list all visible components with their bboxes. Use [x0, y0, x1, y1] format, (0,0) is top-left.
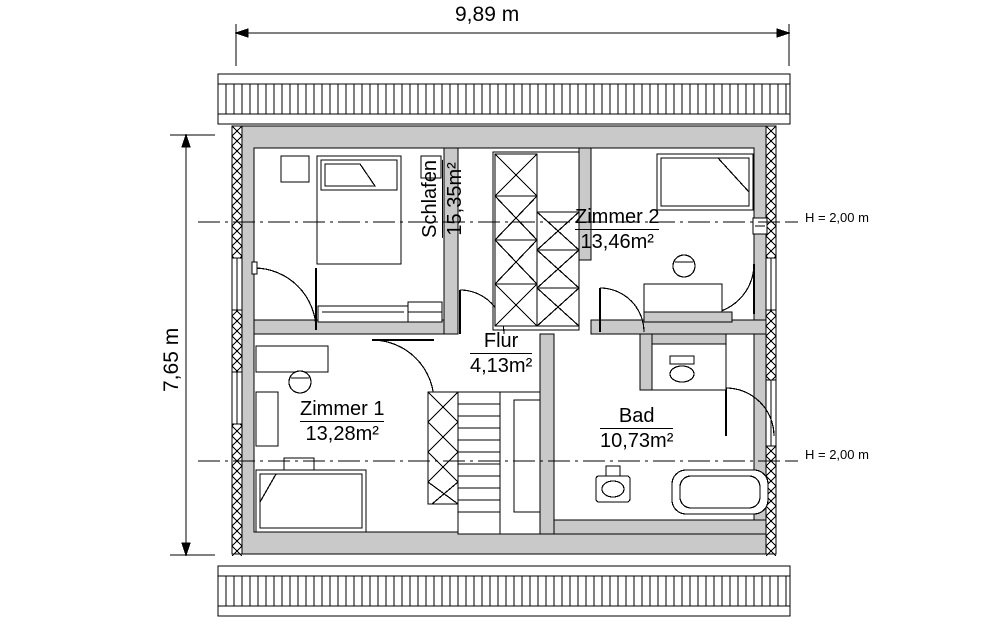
- wall-insulation-left: [232, 126, 242, 556]
- room-label-flur: [470, 330, 532, 378]
- room-label-zimmer1: [300, 398, 384, 446]
- room-area-bad: 10,73m²: [600, 430, 674, 452]
- room-name-zimmer1: Zimmer 1: [300, 398, 385, 420]
- room-name-bad: Bad: [618, 405, 655, 427]
- dimension-height-label: 7,65 m: [160, 327, 183, 392]
- room-name-flur: Flur: [483, 330, 519, 352]
- roof-band-bottom: [218, 566, 790, 616]
- room-area-schlafen: 15,35m²: [442, 160, 467, 238]
- roof-band-top: [218, 74, 790, 124]
- room-area-zimmer2: 13,46m²: [575, 229, 659, 254]
- room-area-flur: 4,13m²: [470, 355, 533, 377]
- room-name-zimmer2: Zimmer 2: [575, 206, 660, 228]
- dimension-top: [236, 24, 789, 66]
- room-label-bad: [600, 405, 673, 453]
- room-label-zimmer2: [575, 206, 659, 254]
- room-label-schlafen: [419, 160, 467, 238]
- height-note-lower: H = 2,00 m: [805, 447, 869, 462]
- room-area-zimmer1: 13,28m²: [300, 421, 384, 446]
- height-note-upper: H = 2,00 m: [805, 210, 869, 225]
- room-name-schlafen: Schlafen: [419, 160, 441, 238]
- dimension-width-label: 9,89 m: [455, 3, 520, 26]
